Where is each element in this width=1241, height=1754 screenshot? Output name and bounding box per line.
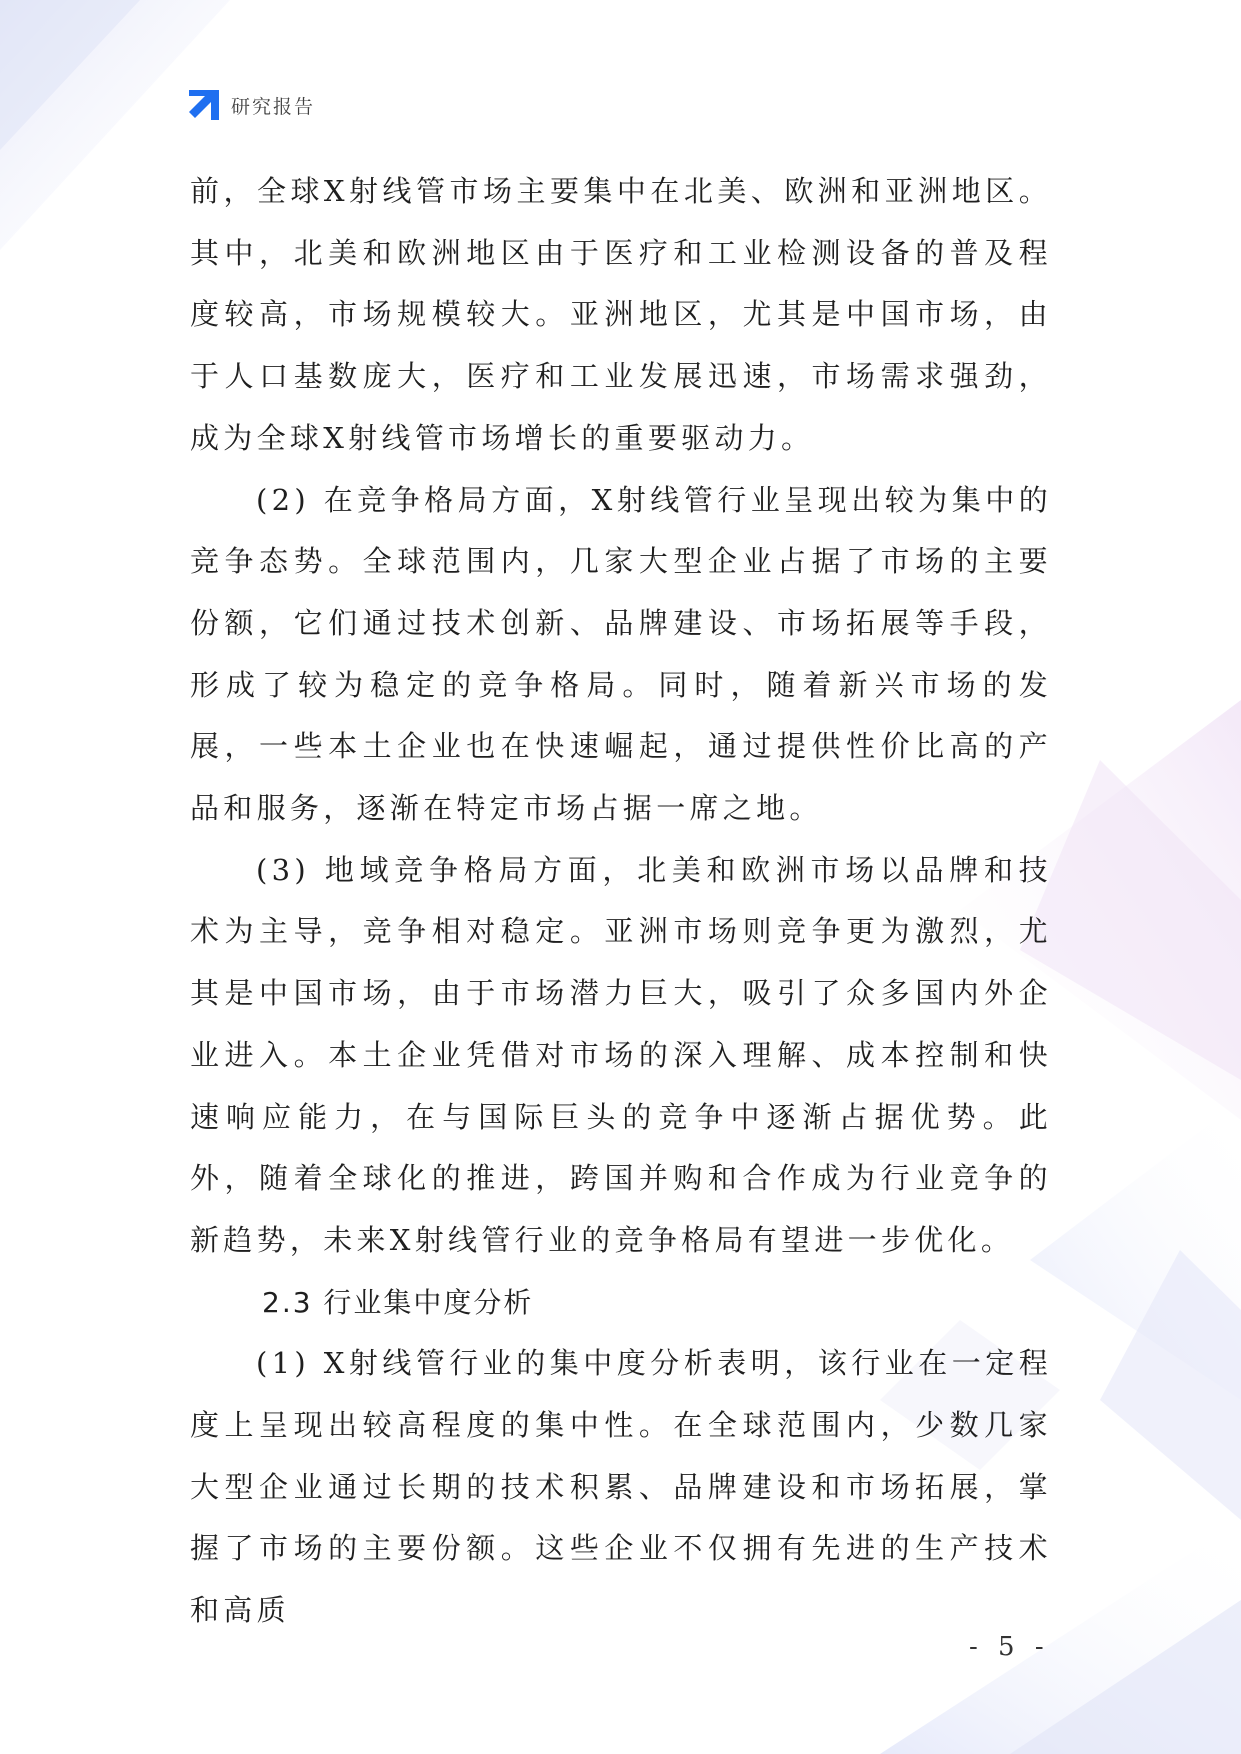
body-paragraph: (1) X射线管行业的集中度分析表明，该行业在一定程度上呈现出较高程度的集中性。在全球范围内，少数几家大型企业通过长期的技术积累、品牌建设和市场拓展，掌握了市场的主要份额。这些企业不仅拥有先进的生产技术和高质 — [190, 1346, 1052, 1628]
body-paragraph: (2) 在竞争格局方面，X射线管行业呈现出较为集中的竞争态势。全球范围内，几家大型企业占据了市场的主要份额，它们通过技术创新、品牌建设、市场拓展等手段，形成了较为稳定的竞争格局。同时，随着新兴市场的发展，一些本土企业也在快速崛起，通过提供性价比高的产品和服务，逐渐在特定市场占据一席之地。 — [190, 482, 1052, 826]
section-heading: 2.3 行业集中度分析 — [262, 1285, 534, 1319]
body-paragraph: (3) 地域竞争格局方面，北美和欧洲市场以品牌和技术为主导，竞争相对稳定。亚洲市场则竞争更为激烈，尤其是中国市场，由于市场潜力巨大，吸引了众多国内外企业进入。本土企业凭借对市场的深入理解、成本控制和快速响应能力，在与国际巨头的竞争中逐渐占据优势。此外，随着全球化的推进，跨国并购和合作成为行业竞争的新趋势，未来X射线管行业的竞争格局有望进一步优化。 — [190, 852, 1052, 1257]
header-title: 研究报告 — [231, 95, 316, 118]
document-body — [190, 161, 1052, 1642]
report-header — [187, 88, 315, 122]
arrow-logo-icon — [187, 88, 221, 122]
body-paragraph: 前，全球X射线管市场主要集中在北美、欧洲和亚洲地区。其中，北美和欧洲地区由于医疗和工业检测设备的普及程度较高，市场规模较大。亚洲地区，尤其是中国市场，由于人口基数庞大，医疗和工业发展迅速，市场需求强劲，成为全球X射线管市场增长的重要驱动力。 — [190, 174, 1052, 455]
page-number: - 5 - — [969, 1632, 1050, 1662]
